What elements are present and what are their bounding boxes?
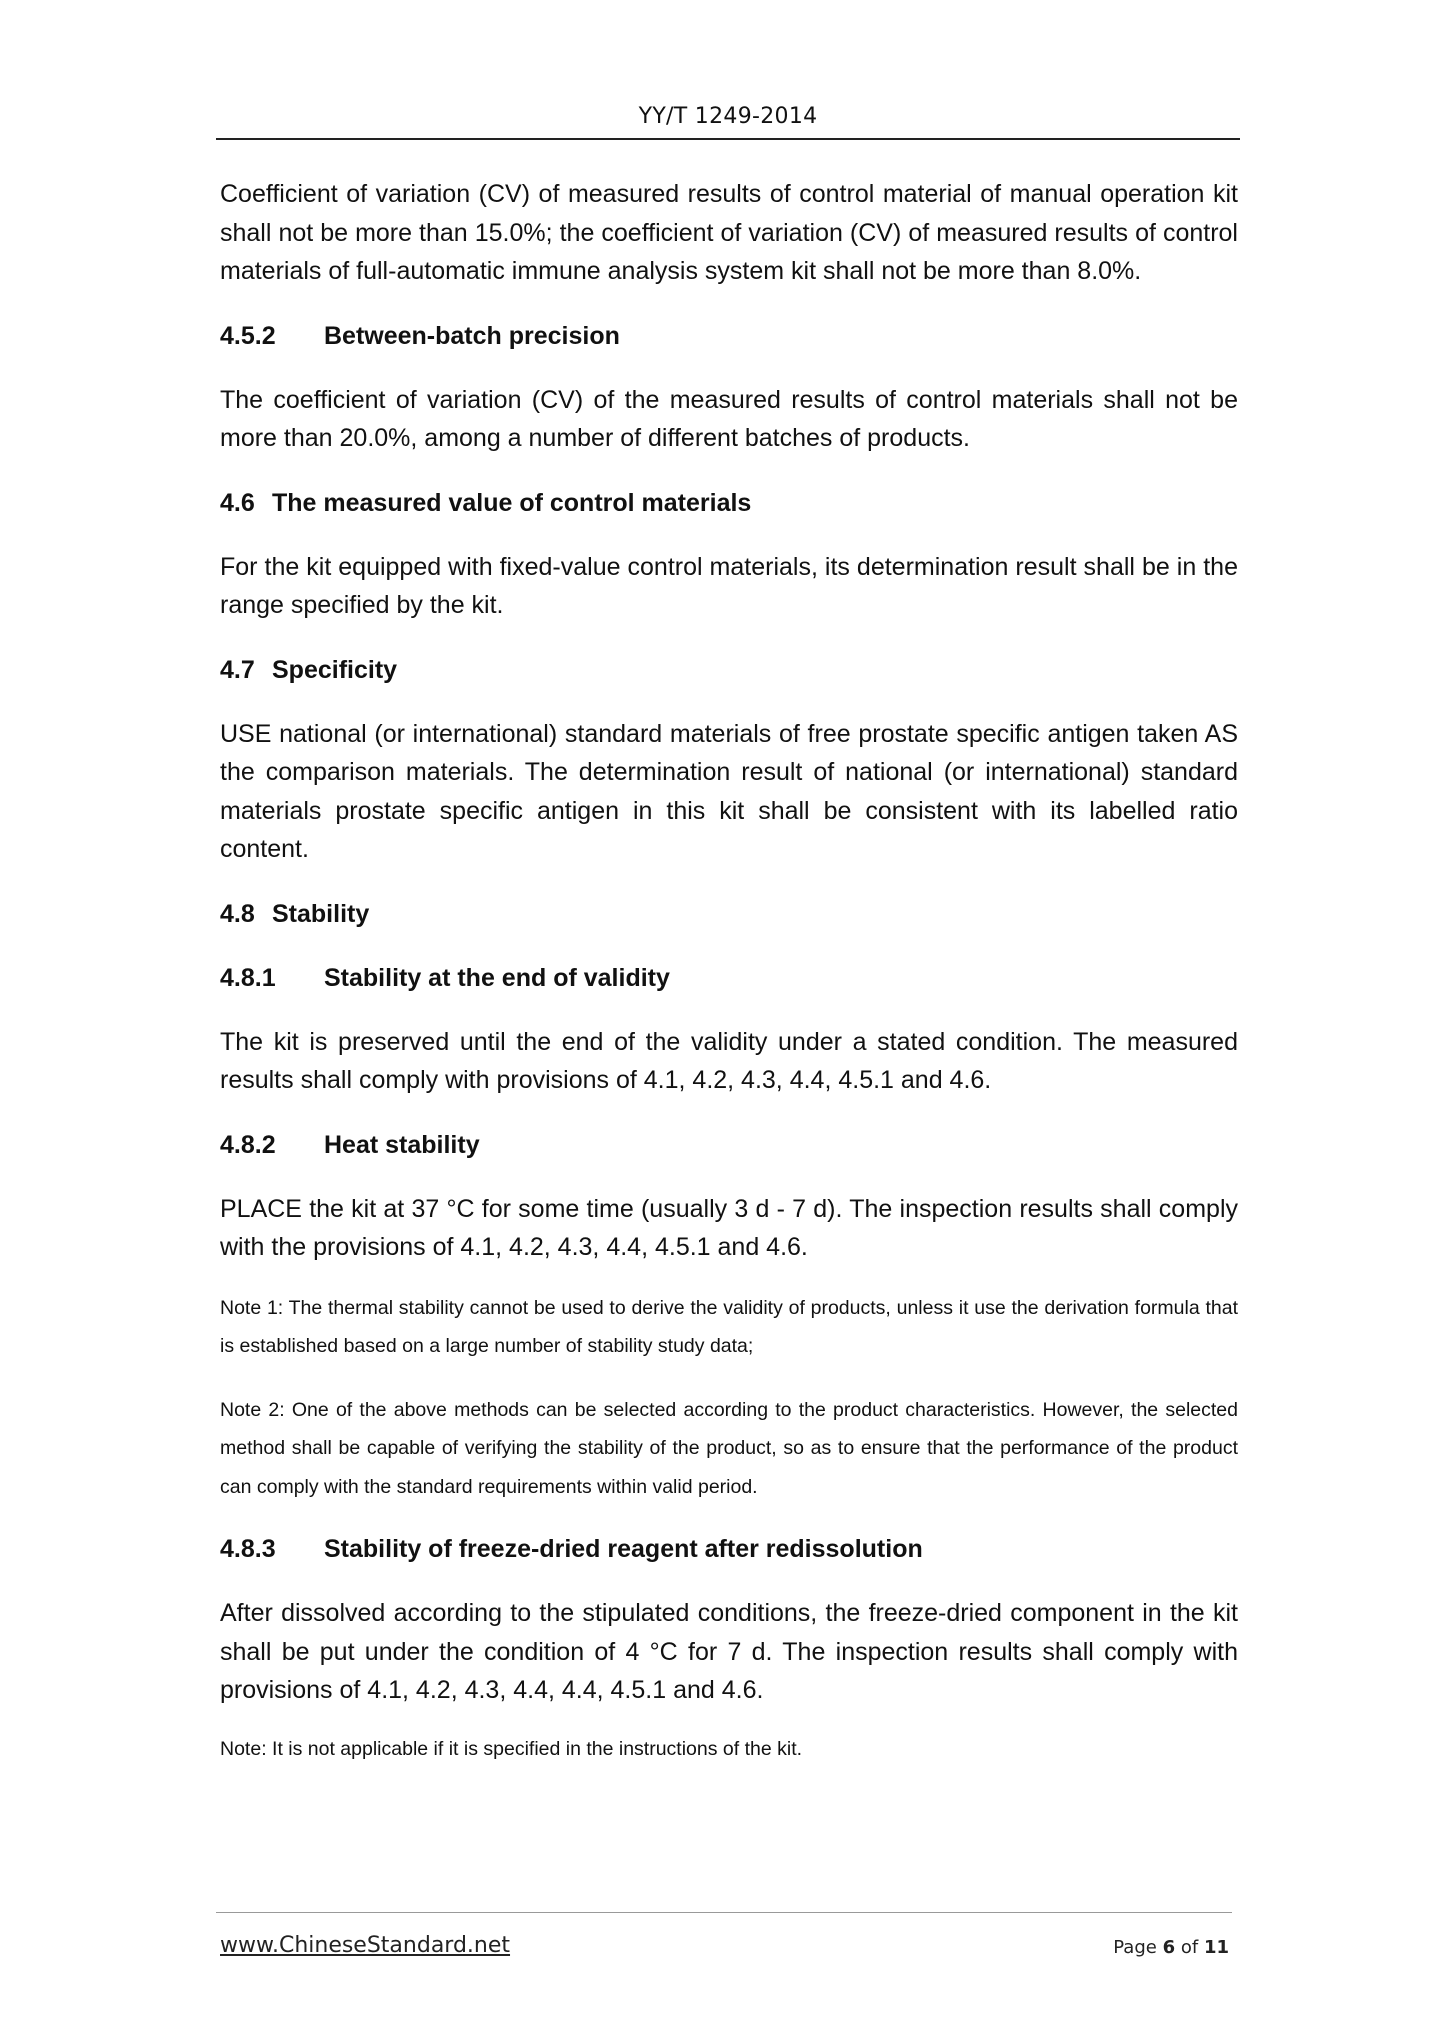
- heading-4-6: [220, 484, 1238, 522]
- heading-number: 4.6: [220, 488, 255, 517]
- heading-4-8-1: [220, 959, 1238, 997]
- heading-title: The measured value of control materials: [272, 488, 752, 517]
- paragraph-end-of-validity: The kit is preserved until the end of the validity under a stated condition. The measured results shall comply with provisions of 4.1, 4.2, 4.3, 4.4, 4.5.1 and 4.6.: [220, 1027, 1238, 1094]
- page-of-label: of: [1180, 1937, 1199, 1958]
- document-header-title: YY/T 1249-2014: [638, 104, 818, 129]
- heading-title: Stability of freeze-dried reagent after redissolution: [324, 1535, 923, 1563]
- heading-number: 4.8: [220, 899, 255, 928]
- document-body: [220, 175, 1238, 1768]
- heading-number: 4.5.2: [220, 321, 276, 350]
- heading-4-7: [220, 651, 1238, 689]
- heading-number: 4.7: [220, 655, 255, 684]
- heading-number: 4.8.1: [220, 963, 276, 992]
- heading-number: 4.8.3: [220, 1535, 276, 1563]
- page-current: 6: [1162, 1937, 1176, 1958]
- footer-website-link[interactable]: www.ChineseStandard.net: [220, 1933, 511, 1958]
- heading-title: Between-batch precision: [324, 321, 620, 350]
- paragraph-specificity: USE national (or international) standard materials of free prostate specific antigen taken AS the comparison materials. The determination result of national (or international) standard materials prostate specific antigen in this kit shall be consistent with its labelled ratio content.: [220, 719, 1238, 863]
- paragraph-cv-manual-kit: Coefficient of variation (CV) of measured results of control material of manual operation kit shall not be more than 15.0%; the coefficient of variation (CV) of measured results of control materials of full-automatic immune analysis system kit shall not be more than 8.0%.: [220, 180, 1238, 285]
- page-number: [1113, 1937, 1229, 1958]
- paragraph-between-batch: The coefficient of variation (CV) of the measured results of control materials shall not be more than 20.0%, among a number of different batches of products.: [220, 385, 1238, 452]
- heading-4-8: [220, 895, 1238, 933]
- heading-number: 4.8.2: [220, 1130, 276, 1159]
- heading-4-8-3: [220, 1530, 1238, 1568]
- note-1: Note 1: The thermal stability cannot be used to derive the validity of products, unless it use the derivation formula that is established based on a large number of stability study data;: [220, 1296, 1238, 1357]
- paragraph-heat-stability: PLACE the kit at 37 °C for some time (usually 3 d - 7 d). The inspection results shall comply with the provisions of 4.1, 4.2, 4.3, 4.4, 4.5.1 and 4.6.: [220, 1194, 1238, 1261]
- heading-title: Stability: [272, 899, 370, 928]
- heading-title: Stability at the end of validity: [324, 963, 670, 992]
- note-2: Note 2: One of the above methods can be selected according to the product characteristics. However, the selected method shall be capable of verifying the stability of the product, so as to ensure that the performance of the product can comply with the standard requirements within valid period.: [220, 1398, 1238, 1498]
- footer-divider: [216, 1912, 1232, 1913]
- heading-title: Specificity: [272, 655, 398, 684]
- paragraph-measured-value: For the kit equipped with fixed-value control materials, its determination result shall be in the range specified by the kit.: [220, 552, 1238, 619]
- heading-4-5-2: [220, 317, 1238, 355]
- note-3: Note: It is not applicable if it is specified in the instructions of the kit.: [220, 1737, 803, 1760]
- heading-title: Heat stability: [324, 1130, 480, 1159]
- page-total: 11: [1203, 1937, 1229, 1958]
- heading-4-8-2: [220, 1126, 1238, 1164]
- page-label: Page: [1113, 1937, 1157, 1958]
- paragraph-freeze-dried: After dissolved according to the stipulated conditions, the freeze-dried component in the kit shall be put under the condition of 4 °C for 7 d. The inspection results shall comply with provisions of 4.1, 4.2, 4.3, 4.4, 4.4, 4.5.1 and 4.6.: [220, 1599, 1238, 1704]
- header-divider: [216, 138, 1240, 140]
